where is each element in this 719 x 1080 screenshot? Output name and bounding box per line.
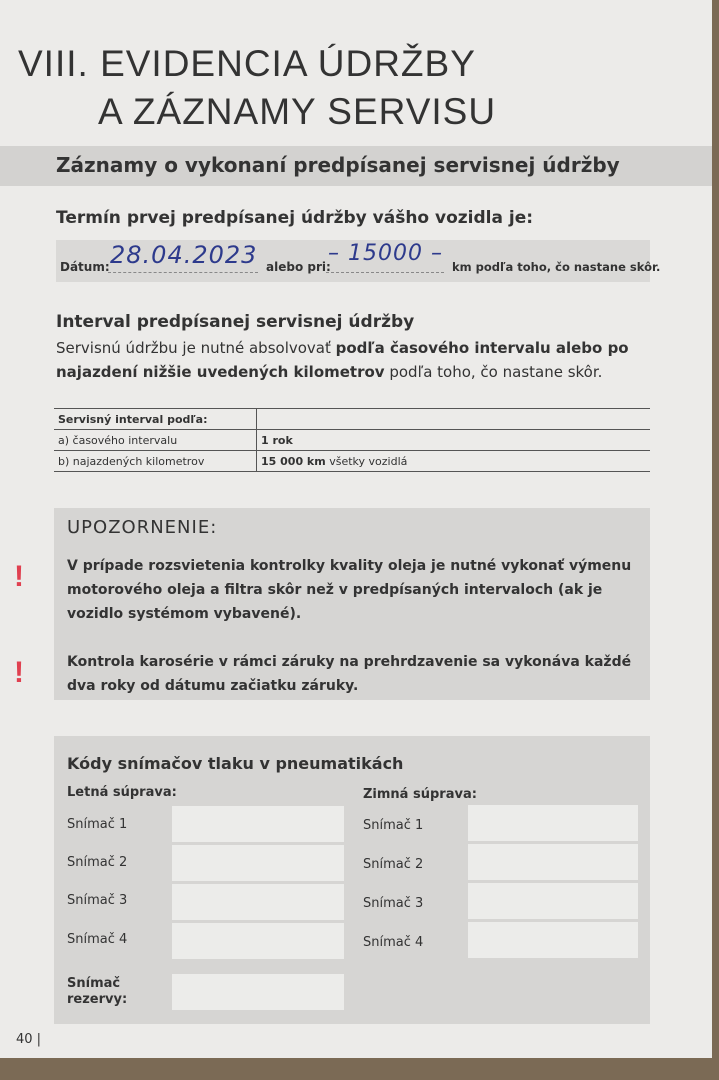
first-service-heading: Termín prvej predpísanej údržby vášho vozidla je: bbox=[56, 208, 534, 228]
table-cell-label: b) najazdených kilometrov bbox=[54, 451, 257, 472]
summer-sensor-3-field[interactable] bbox=[172, 884, 344, 920]
date-underline bbox=[108, 272, 258, 273]
tpms-title: Kódy snímačov tlaku v pneumatikách bbox=[67, 754, 404, 773]
winter-sensor-1-field[interactable] bbox=[468, 805, 638, 841]
summer-sensor-1-field[interactable] bbox=[172, 806, 344, 842]
interval-heading: Interval predpísanej servisnej údržby bbox=[56, 312, 415, 332]
interval-text: Servisnú údržbu je nutné absolvovať podľa časového intervalu alebo po najazdení nižšie uvedených kilometrov podľa toho, čo nastane skôr. bbox=[56, 339, 629, 381]
spare-sensor-field[interactable] bbox=[172, 974, 344, 1010]
winter-sensor-4-field[interactable] bbox=[468, 922, 638, 958]
title-line-2: A ZÁZNAMY SERVISU bbox=[98, 91, 497, 132]
summer-sensor-3-label: Snímač 3 bbox=[67, 893, 128, 908]
winter-set-label: Zimná súprava: bbox=[363, 787, 477, 802]
tpms-box bbox=[54, 736, 650, 1024]
winter-sensor-2-field[interactable] bbox=[468, 844, 638, 880]
warning-text-oil: V prípade rozsvietenia kontrolky kvality oleja je nutné vykonať výmenu motorového oleja a filtra skôr než v predpísaných intervaloch (ak je vozidlo systémom vybavené). bbox=[67, 558, 632, 622]
winter-sensor-3-label: Snímač 3 bbox=[363, 896, 424, 911]
service-interval-table bbox=[54, 408, 650, 472]
km-underline bbox=[326, 272, 444, 273]
winter-sensor-2-label: Snímač 2 bbox=[363, 857, 424, 872]
winter-sensor-4-label: Snímač 4 bbox=[363, 935, 424, 950]
exclamation-icon: ! bbox=[14, 656, 24, 689]
table-row bbox=[54, 409, 650, 430]
table-header-cell: Servisný interval podľa: bbox=[54, 409, 257, 430]
summer-sensor-1-label: Snímač 1 bbox=[67, 817, 128, 832]
km-handwritten[interactable]: – 15000 – bbox=[328, 241, 443, 266]
date-handwritten[interactable]: 28.04.2023 bbox=[110, 241, 258, 269]
table-cell-value: 15 000 km všetky vozidlá bbox=[257, 451, 651, 472]
summer-sensor-4-field[interactable] bbox=[172, 923, 344, 959]
summer-sensor-4-label: Snímač 4 bbox=[67, 932, 128, 947]
table-row bbox=[54, 430, 650, 451]
table-row bbox=[54, 451, 650, 472]
date-label: Dátum: bbox=[60, 260, 110, 274]
exclamation-icon: ! bbox=[14, 560, 24, 593]
winter-sensor-3-field[interactable] bbox=[468, 883, 638, 919]
title-line-1: VIII. EVIDENCIA ÚDRŽBY bbox=[18, 43, 476, 84]
page-title bbox=[18, 40, 496, 136]
summer-sensor-2-label: Snímač 2 bbox=[67, 855, 128, 870]
warning-text-body: Kontrola karosérie v rámci záruky na prehrdzavenie sa vykonáva každé dva roky od dátumu začiatku záruky. bbox=[67, 654, 632, 694]
summer-sensor-2-field[interactable] bbox=[172, 845, 344, 881]
winter-sensor-1-label: Snímač 1 bbox=[363, 818, 424, 833]
table-cell-label: a) časového intervalu bbox=[54, 430, 257, 451]
summer-set-label: Letná súprava: bbox=[67, 785, 177, 800]
page-number: 40 | bbox=[16, 1032, 42, 1047]
table-header-empty bbox=[257, 409, 651, 430]
table-cell-value: 1 rok bbox=[257, 430, 651, 451]
section-banner-title: Záznamy o vykonaní predpísanej servisnej údržby bbox=[56, 153, 620, 177]
warning-title: UPOZORNENIE: bbox=[67, 517, 218, 538]
spare-sensor-label: Snímač rezervy: bbox=[67, 976, 128, 1007]
km-suffix: km podľa toho, čo nastane skôr. bbox=[452, 260, 661, 274]
or-km-label: alebo pri: bbox=[266, 260, 331, 274]
